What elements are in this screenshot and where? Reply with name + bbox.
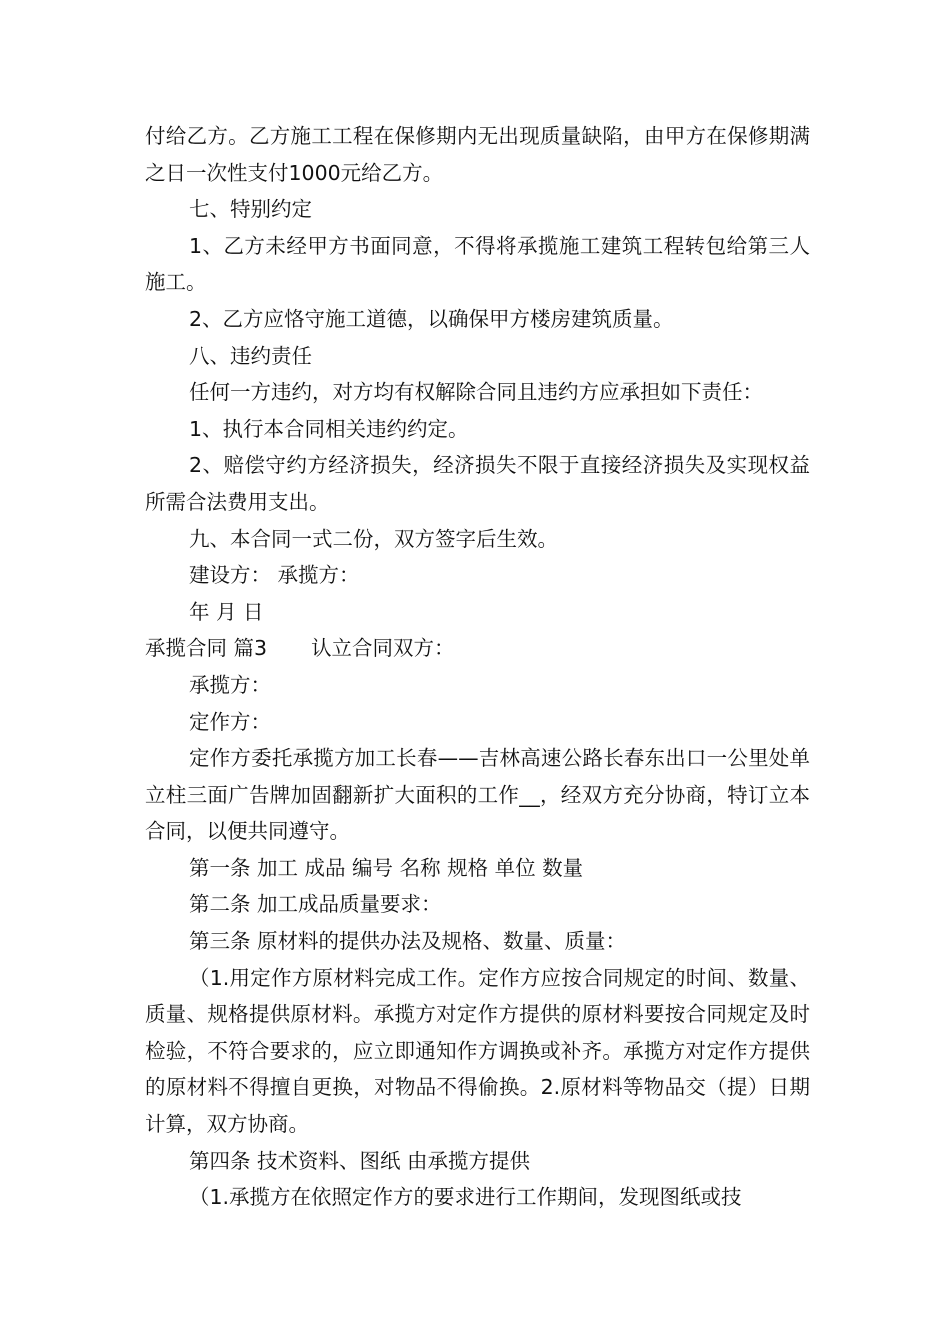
section-heading-special-terms: 七、特别约定: [189, 197, 312, 222]
contract-title: 承揽合同 篇3: [145, 636, 268, 661]
article-3: 第三条 原材料的提供办法及规格、数量、质量：: [189, 929, 627, 954]
paragraph-breach-item-1: 1、执行本合同相关违约约定。: [189, 416, 469, 441]
paragraph-warranty-payment: 付给乙方。乙方施工工程在保修期内无出现质量缺陷，由甲方在保修期满之日一次性支付1000元给乙方。: [145, 124, 810, 185]
contract-parties-label: 认立合同双方：: [311, 636, 455, 661]
section-heading-breach-liability: 八、违约责任: [189, 343, 312, 368]
article-2: 第二条 加工成品质量要求：: [189, 892, 442, 917]
party-contractor: 承揽方：: [189, 672, 271, 697]
paragraph-copies-effective: 九、本合同一式二份，双方签字后生效。: [189, 526, 558, 551]
paragraph-no-subcontract: 1、乙方未经甲方书面同意，不得将承揽施工建筑工程转包给第三人施工。: [145, 233, 810, 295]
heading-gap: [267, 630, 311, 667]
paragraph-commission: 定作方委托承揽方加工长春——吉林高速公路长春东出口一公里处单立柱三面广告牌加固翻新扩大面积的工作__，经双方充分协商，特订立本合同，以便共同遵守。: [145, 746, 810, 844]
paragraph-construction-ethics: 2、乙方应恪守施工道德，以确保甲方楼房建筑质量。: [189, 306, 674, 331]
party-orderer: 定作方：: [189, 709, 271, 734]
signature-parties: 建设方： 承揽方：: [189, 563, 360, 588]
paragraph-breach-item-2: 2、赔偿守约方经济损失，经济损失不限于直接经济损失及实现权益所需合法费用支出。: [145, 453, 810, 514]
document-body: [145, 118, 810, 1216]
paragraph-raw-materials: （1.用定作方原材料完成工作。定作方应按合同规定的时间、数量、质量、规格提供原材料。承揽方对定作方提供的原材料要按合同规定及时检验，不符合要求的，应立即通知作方调换或补齐。承揽方对定作方提供的原材料不得擅自更换，对物品不得偷换。2.原材料等物品交（提）日期计算，双方协商。: [145, 965, 810, 1137]
signature-date: 年 月 日: [189, 599, 264, 624]
contract-heading-row: [145, 630, 810, 667]
paragraph-drawings-issue: （1.承揽方在依照定作方的要求进行工作期间，发现图纸或技: [189, 1185, 742, 1210]
article-1: 第一条 加工 成品 编号 名称 规格 单位 数量: [189, 855, 584, 880]
paragraph-breach-intro: 任何一方违约，对方均有权解除合同且违约方应承担如下责任：: [189, 380, 763, 405]
article-4: 第四条 技术资料、图纸 由承揽方提供: [189, 1148, 531, 1173]
